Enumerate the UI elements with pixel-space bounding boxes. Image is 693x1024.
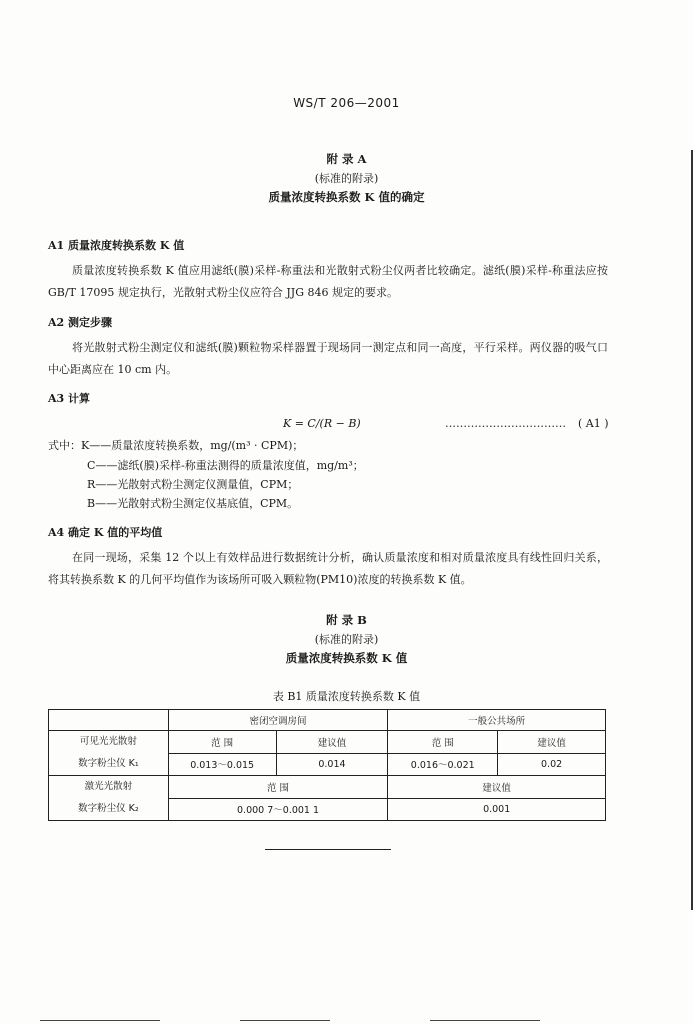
k1-range-closed: 0.013～0.015 <box>168 753 276 776</box>
end-rule <box>265 849 391 850</box>
k1-range-public: 0.016～0.021 <box>388 753 498 776</box>
header-suggest-closed: 建议值 <box>276 731 388 754</box>
where-line-c: C——滤纸(膜)采样-称重法测得的质量浓度值，mg/m³； <box>87 459 364 472</box>
where-line-b: B——光散射式粉尘测定仪基底值，CPM。 <box>87 497 299 510</box>
empty-corner-cell <box>49 710 169 731</box>
document-code-header: WS/T 206—2001 <box>293 96 400 110</box>
row-head-k2-line2: 数字粉尘仪 K₂ <box>78 803 139 814</box>
row-head-k1-line2: 数字粉尘仪 K₁ <box>78 758 139 769</box>
k2-range-label: 范 围 <box>168 776 388 799</box>
appendix-a-note: (标准的附录) <box>314 172 379 185</box>
formula-leader-dots: …………………………… <box>445 417 566 430</box>
row-head-k2-line1: 激光光散射 <box>84 781 133 792</box>
header-range-public: 范 围 <box>388 731 498 754</box>
section-a4-heading: A4 确定 K 值的平均值 <box>48 526 163 539</box>
section-a4-text: 在同一现场，采集 12 个以上有效样品进行数据统计分析，确认质量浓度和相对质量浓度具有线性回归关系，将其转换系数 K 的几何平均值作为该场所可吸入颗粒物(PM10)浓度的转换系数 K 值。 <box>48 551 608 586</box>
k1-suggest-closed: 0.014 <box>276 753 388 776</box>
appendix-b-label: 附 录 B <box>326 613 367 627</box>
section-a2-text: 将光散射式粉尘测定仪和滤纸(膜)颗粒物采样器置于现场同一测定点和同一高度，平行采样。两仪器的吸气口中心距离应在 10 cm 内。 <box>48 341 608 376</box>
k1-suggest-public: 0.02 <box>498 753 606 776</box>
row-head-k2 <box>49 776 169 821</box>
section-a2-heading: A2 测定步骤 <box>48 316 113 329</box>
table-row <box>49 710 606 731</box>
scan-artifact <box>430 1020 540 1021</box>
appendix-b-note: (标准的附录) <box>314 633 379 646</box>
header-range-closed: 范 围 <box>168 731 276 754</box>
section-a1-text: 质量浓度转换系数 K 值应用滤纸(膜)采样-称重法和光散射式粉尘仪两者比较确定。滤纸(膜)采样-称重法应按 GB/T 17095 规定执行，光散射式粉尘仪应符合 JJG 846 规定的要求。 <box>48 264 608 299</box>
appendix-a-title: 质量浓度转换系数 K 值的确定 <box>268 190 425 204</box>
section-a3-heading: A3 计算 <box>48 392 91 405</box>
k2-range-value: 0.000 7～0.001 1 <box>168 798 388 821</box>
equation-number: ( A1 ) <box>578 417 609 430</box>
scan-artifact <box>240 1020 330 1021</box>
appendix-a-label: 附 录 A <box>326 152 367 166</box>
k2-suggest-value: 0.001 <box>388 798 606 821</box>
where-line-k: 式中：K——质量浓度转换系数，mg/(m³ · CPM)； <box>48 439 304 452</box>
section-a1-heading: A1 质量浓度转换系数 K 值 <box>48 239 185 252</box>
row-head-k1 <box>49 731 169 776</box>
row-head-k1-line1: 可见光光散射 <box>79 736 137 747</box>
where-line-r: R——光散射式粉尘测定仪测量值，CPM； <box>87 478 299 491</box>
col-group-closed-room: 密闭空调房间 <box>168 710 388 731</box>
k2-suggest-label: 建议值 <box>388 776 606 799</box>
header-suggest-public: 建议值 <box>498 731 606 754</box>
table-caption: 表 B1 质量浓度转换系数 K 值 <box>272 690 421 703</box>
scan-artifact <box>40 1020 160 1021</box>
formula: K = C/(R − B) <box>283 417 361 430</box>
table-row <box>49 776 606 799</box>
k-value-table <box>48 709 606 821</box>
col-group-public-place: 一般公共场所 <box>388 710 606 731</box>
appendix-b-title: 质量浓度转换系数 K 值 <box>285 651 408 665</box>
table-row <box>49 731 606 754</box>
